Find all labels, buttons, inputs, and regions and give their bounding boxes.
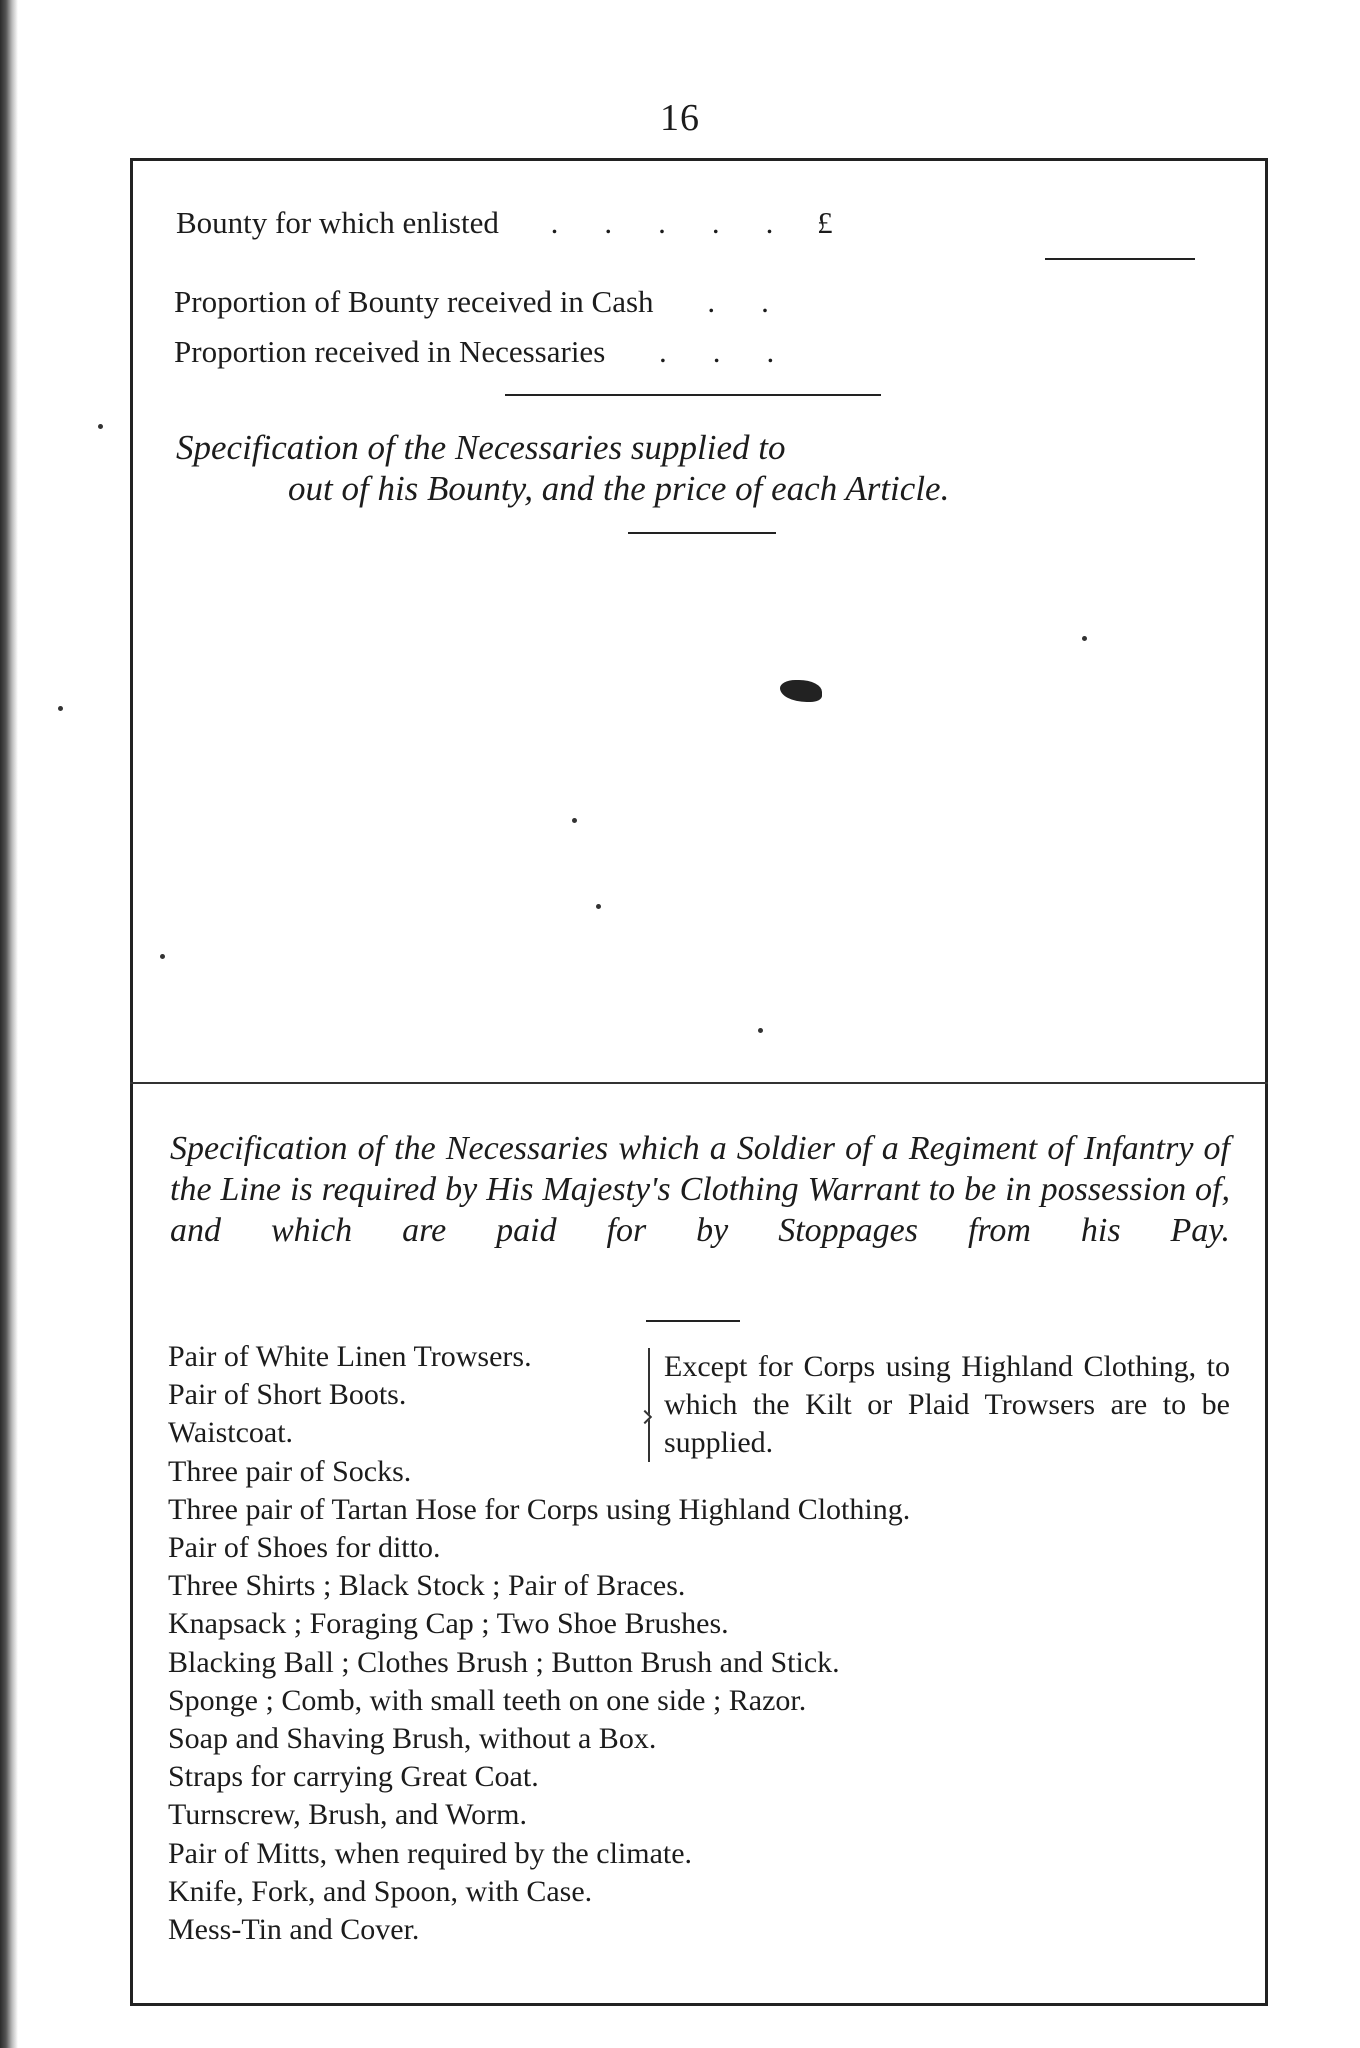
bounty-row bbox=[176, 205, 833, 241]
bounty-amount-rule bbox=[1045, 258, 1195, 260]
page-number: 16 bbox=[660, 97, 700, 139]
bounty-currency: £ bbox=[817, 205, 833, 240]
section-divider bbox=[130, 1082, 1268, 1084]
bounty-section-rule bbox=[505, 394, 881, 396]
binding-edge bbox=[0, 0, 18, 2048]
spec-paragraph bbox=[170, 1128, 1230, 1251]
list-item: Pair of Shoes for ditto. bbox=[168, 1531, 441, 1565]
spec-paragraph-rule bbox=[646, 1320, 740, 1322]
bounty-leader: ..... bbox=[550, 205, 820, 240]
list-item: Straps for carrying Great Coat. bbox=[168, 1760, 539, 1794]
list-item: Three pair of Socks. bbox=[168, 1454, 412, 1488]
cash-row bbox=[174, 284, 815, 320]
list-item: Three pair of Tartan Hose for Corps using Highland Clothing. bbox=[168, 1492, 911, 1526]
list-item: Waistcoat. bbox=[168, 1416, 294, 1450]
cash-label: Proportion of Bounty received in Cash bbox=[174, 284, 654, 319]
cash-leader: .. bbox=[707, 284, 815, 319]
necessaries-row bbox=[174, 334, 820, 370]
list-item: Soap and Shaving Brush, without a Box. bbox=[168, 1722, 657, 1756]
list-item: Pair of Mitts, when required by the climate. bbox=[168, 1836, 693, 1870]
list-item: Sponge ; Comb, with small teeth on one side ; Razor. bbox=[168, 1683, 807, 1717]
bounty-label: Bounty for which enlisted bbox=[176, 205, 499, 240]
list-item: Pair of White Linen Trowsers. bbox=[168, 1340, 532, 1373]
highland-exception-note: Except for Corps using Highland Clothing, to which the Kilt or Plaid Trowsers are to be supplied. bbox=[648, 1348, 1230, 1462]
list-item: Knapsack ; Foraging Cap ; Two Shoe Brushes. bbox=[168, 1607, 729, 1641]
spec-paragraph-text: Specification of the Necessaries which a Soldier of a Regiment of Infantry of the Line is required by His Majesty's Clothing Warrant to be in possession of, and which are paid for by Stoppages from his Pay. bbox=[170, 1130, 1230, 1249]
list-item: Three Shirts ; Black Stock ; Pair of Braces. bbox=[168, 1569, 686, 1603]
list-item: Pair of Short Boots. bbox=[168, 1378, 407, 1412]
spec-heading-line-2: out of his Bounty, and the price of each Article. bbox=[288, 469, 950, 508]
list-item: Knife, Fork, and Spoon, with Case. bbox=[168, 1874, 593, 1908]
necessaries-leader: ... bbox=[659, 334, 821, 369]
list-item: Turnscrew, Brush, and Worm. bbox=[168, 1798, 527, 1832]
list-item: Blacking Ball ; Clothes Brush ; Button Brush and Stick. bbox=[168, 1645, 840, 1679]
spec-heading-line-1: Specification of the Necessaries supplied to bbox=[176, 428, 786, 467]
list-item: Mess-Tin and Cover. bbox=[168, 1913, 420, 1947]
spec-heading-rule bbox=[628, 532, 776, 534]
necessaries-label: Proportion received in Necessaries bbox=[174, 334, 606, 369]
